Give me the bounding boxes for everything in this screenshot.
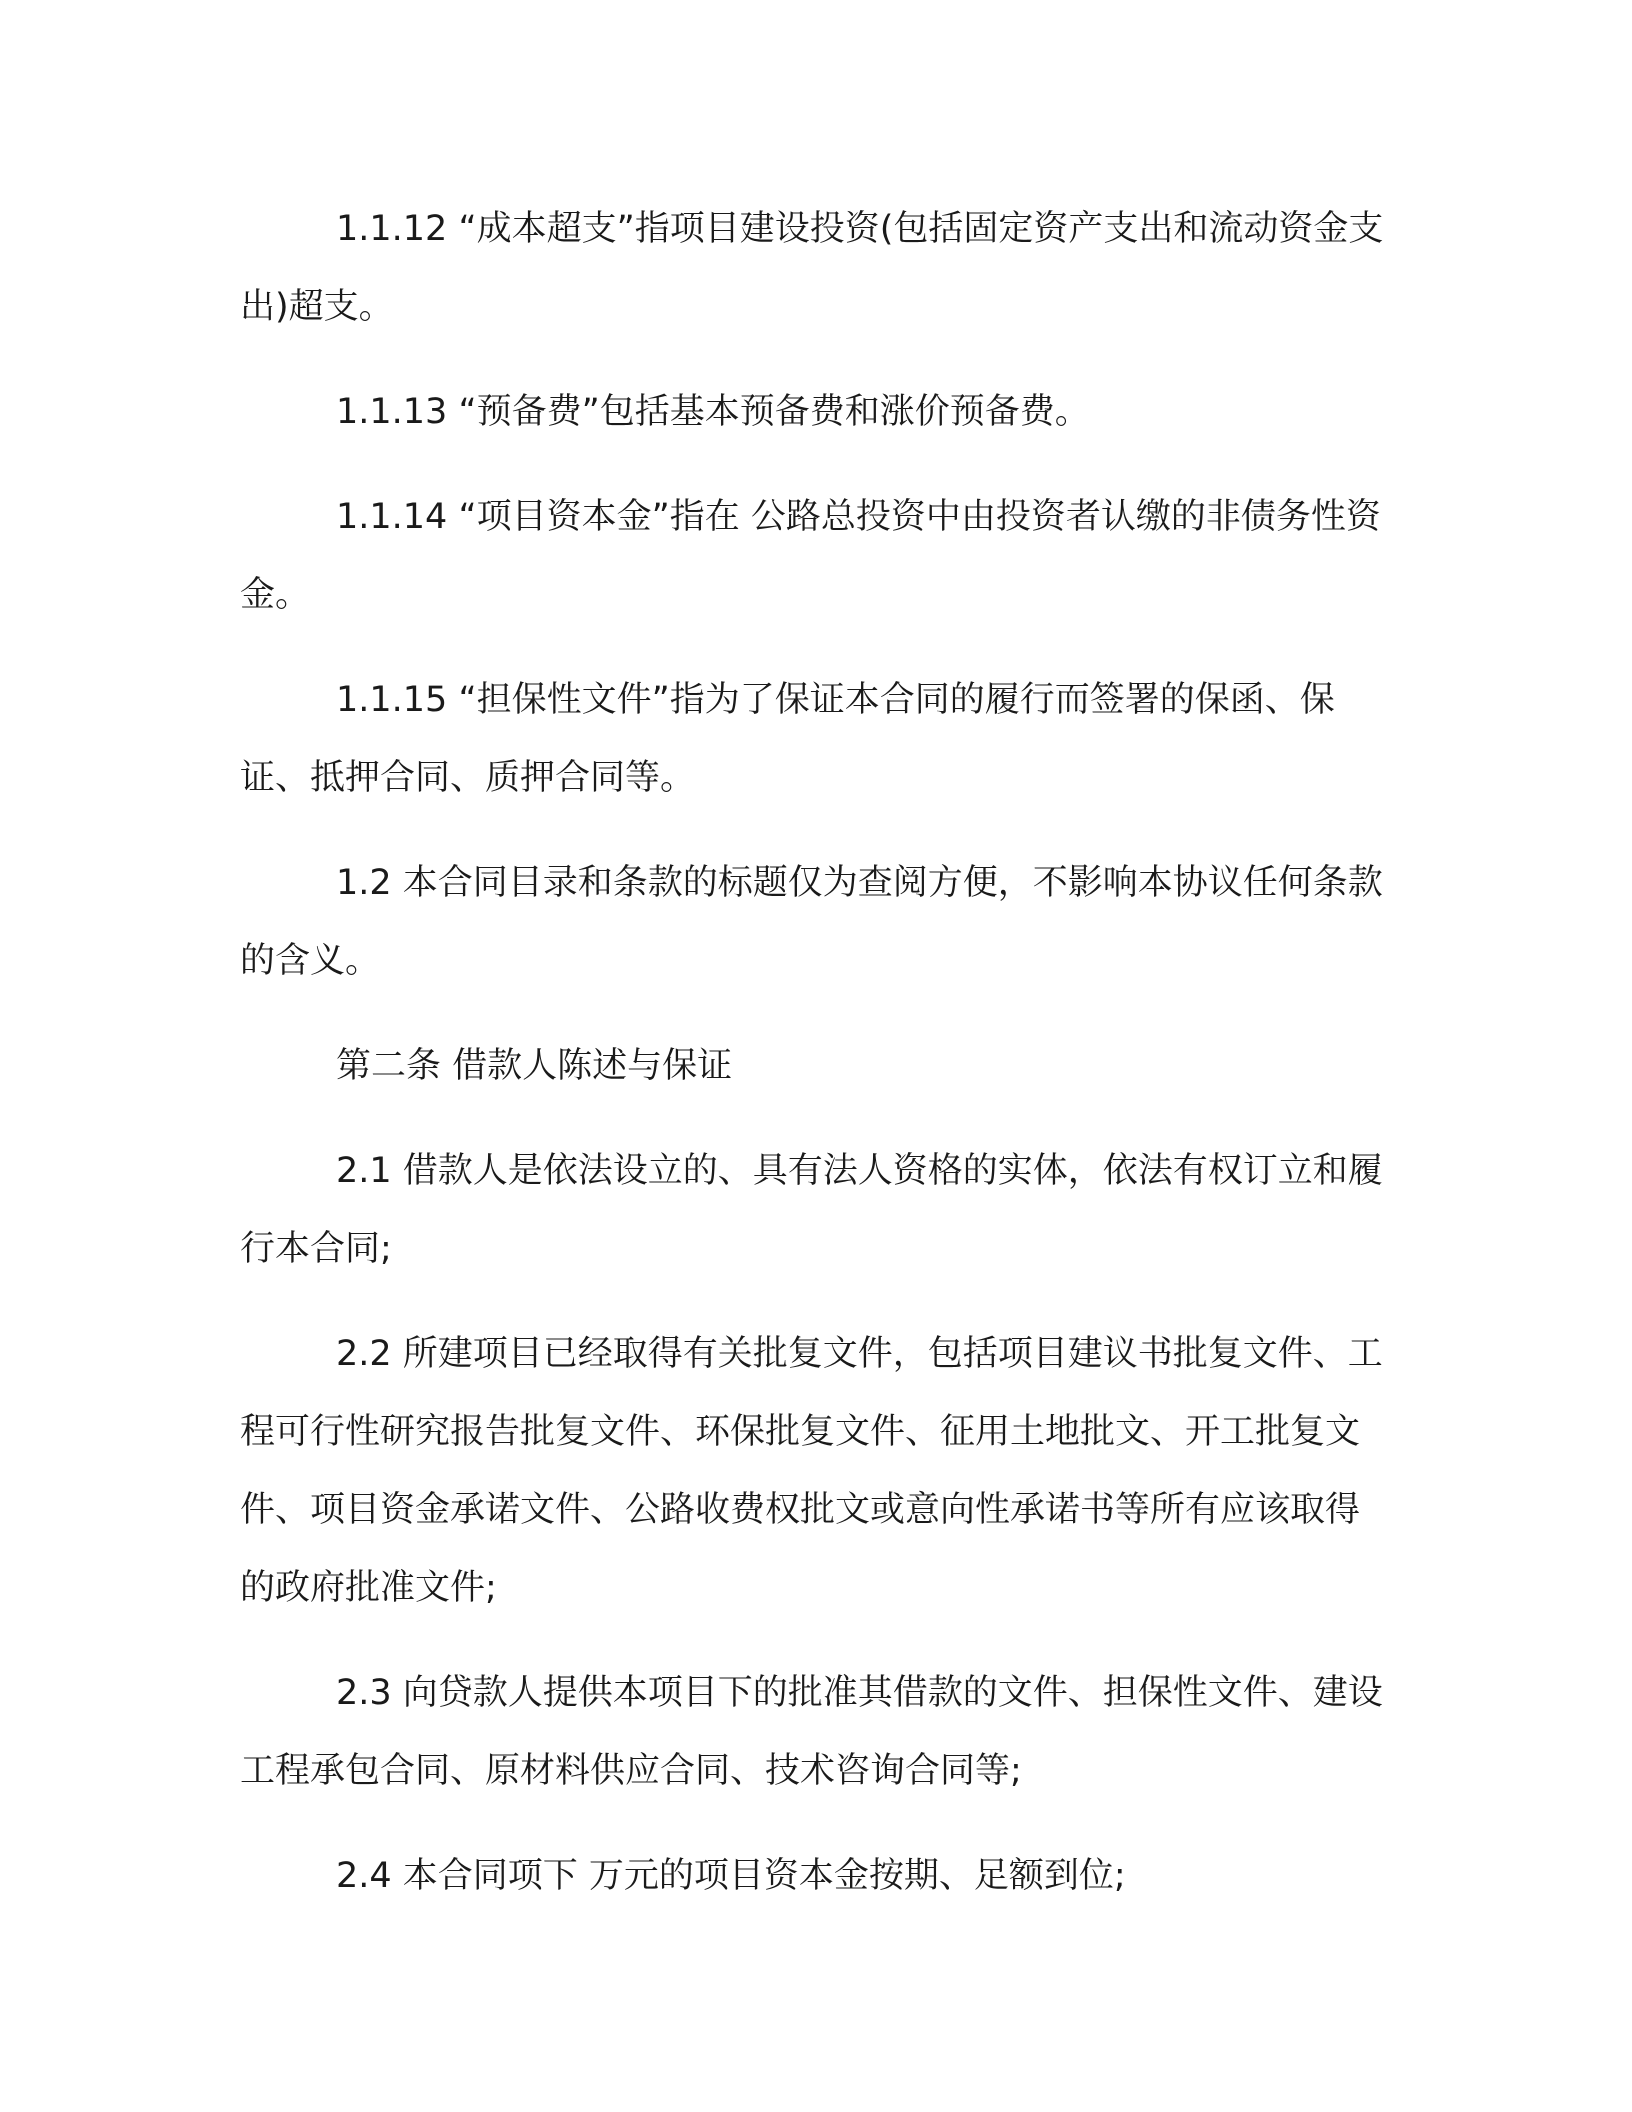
document-body: [240, 190, 1390, 1942]
clause-2-3: 2.3 向贷款人提供本项目下的批准其借款的文件、担保性文件、建设工程承包合同、原材料供应合同、技术咨询合同等;: [240, 1673, 1383, 1791]
article-2-heading: 第二条 借款人陈述与保证: [336, 1046, 733, 1086]
clause-1-1-14: 1.1.14 “项目资本金”指在 公路总投资中由投资者认缴的非债务性资金。: [240, 497, 1381, 615]
clause-2-1: 2.1 借款人是依法设立的、具有法人资格的实体，依法有权订立和履行本合同;: [240, 1151, 1383, 1269]
clause-2-2: 2.2 所建项目已经取得有关批复文件，包括项目建议书批复文件、工程可行性研究报告批复文件、环保批复文件、征用土地批文、开工批复文件、项目资金承诺文件、公路收费权批文或意向性承诺书等所有应该取得的政府批准文件;: [240, 1334, 1383, 1608]
clause-1-1-13: 1.1.13 “预备费”包括基本预备费和涨价预备费。: [336, 392, 1090, 432]
clause-1-2: 1.2 本合同目录和条款的标题仅为查阅方便，不影响本协议任何条款的含义。: [240, 863, 1383, 981]
clause-2-4: 2.4 本合同项下 万元的项目资本金按期、足额到位;: [336, 1856, 1126, 1896]
clause-1-1-12: 1.1.12 “成本超支”指项目建设投资(包括固定资产支出和流动资金支出)超支。: [240, 209, 1384, 327]
clause-1-1-15: 1.1.15 “担保性文件”指为了保证本合同的履行而签署的保函、保证、抵押合同、质押合同等。: [240, 680, 1335, 798]
